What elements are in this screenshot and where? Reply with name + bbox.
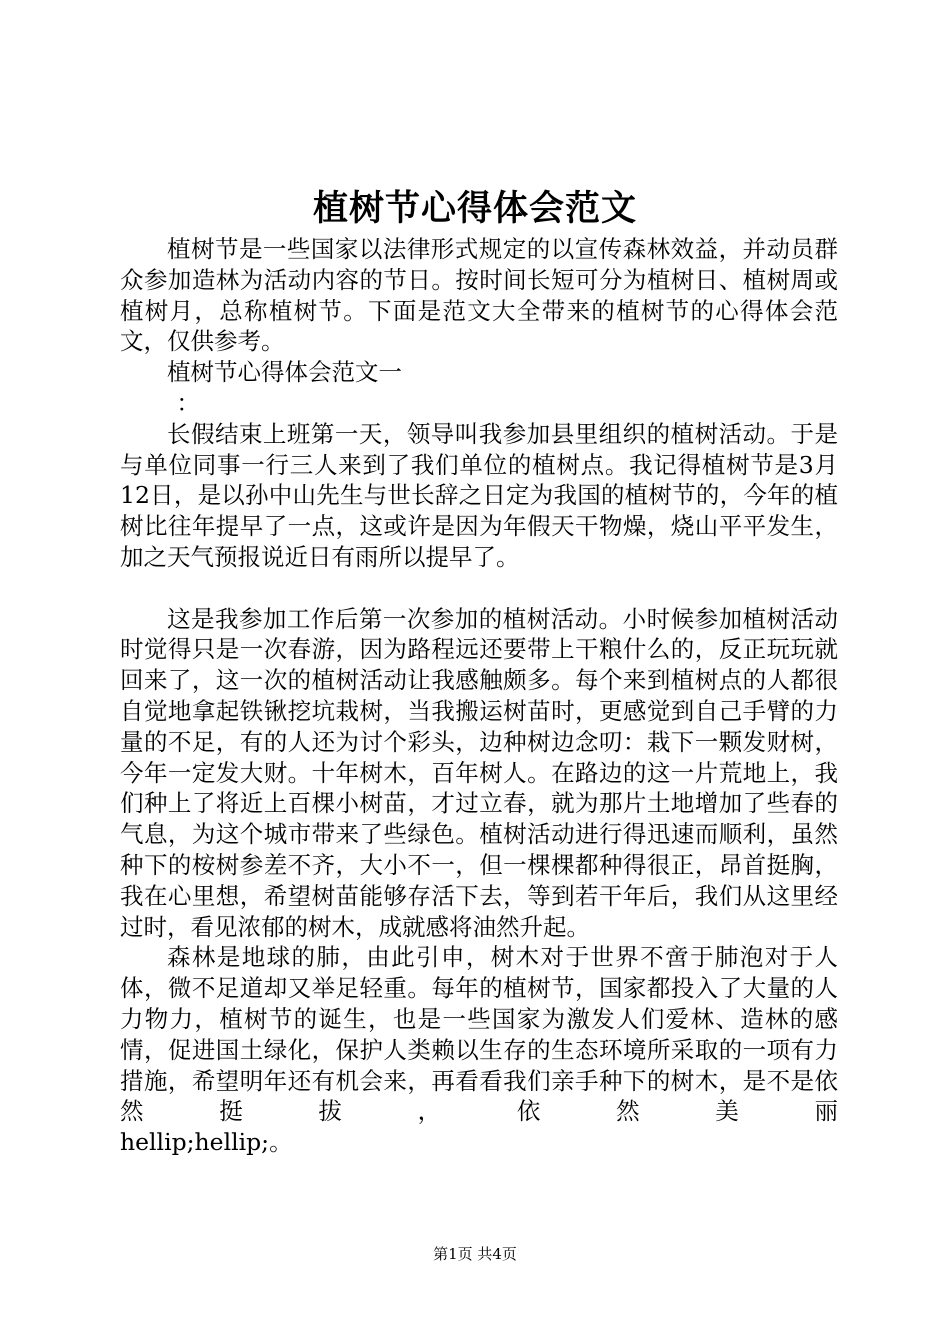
- subtitle-colon: ：: [176, 388, 200, 417]
- section-subtitle: 植树节心得体会范文一: [167, 358, 402, 387]
- paragraph-2: 这是我参加工作后第一次参加的植树活动。小时候参加植树活动时觉得只是一次春游，因为路程远还要带上干粮什么的，反正玩玩就回来了，这一次的植树活动让我感触颇多。每个来到植树点的人都很自觉地拿起铁锹挖坑栽树，当我搬运树苗时，更感觉到自己手臂的力量的不足，有的人还为讨个彩头，边种树边念叨：栽下一颗发财树，今年一定发大财。十年树木，百年树人。在路边的这一片荒地上，我们种上了将近上百棵小树苗，才过立春，就为那片土地增加了些春的气息，为这个城市带来了些绿色。植树活动进行得迅速而顺利，虽然种下的桉树参差不齐，大小不一，但一棵棵都种得很正，昂首挺胸，我在心里想，希望树苗能够存活下去，等到若干年后，我们从这里经过时，看见浓郁的树木，成就感将油然升起。: [120, 604, 838, 941]
- paragraph-spacer: [120, 573, 838, 604]
- paragraph-1: 长假结束上班第一天，领导叫我参加县里组织的植树活动。于是与单位同事一行三人来到了我们单位的植树点。我记得植树节是3月12日，是以孙中山先生与世长辞之日定为我国的植树节的，今年的植树比往年提早了一点，这或许是因为年假天干物燥，烧山平平发生，加之天气预报说近日有雨所以提早了。: [120, 419, 838, 571]
- document-title: 植树节心得体会范文: [312, 188, 637, 229]
- paragraph-3-tail: hellip;hellip;。: [120, 1128, 293, 1157]
- intro-paragraph: 植树节是一些国家以法律形式规定的以宣传森林效益，并动员群众参加造林为活动内容的节日。按时间长短可分为植树日、植树周或植树月，总称植树节。下面是范文大全带来的植树节的心得体会范文，仅供参考。: [120, 235, 838, 356]
- document-body: [120, 234, 838, 1158]
- paragraph-3: 森林是地球的肺，由此引申，树木对于世界不啻于肺泡对于人体，微不足道却又举足轻重。每年的植树节，国家都投入了大量的人力物力，植树节的诞生，也是一些国家为激发人们爱林、造林的感情，促进国土绿化，保护人类赖以生存的生态环境所采取的一项有力措施，希望明年还有机会来，再看看我们亲手种下的树木，是不是依然挺拔，依然美丽: [120, 943, 838, 1126]
- page-footer: 第1页 共4页: [433, 1245, 517, 1263]
